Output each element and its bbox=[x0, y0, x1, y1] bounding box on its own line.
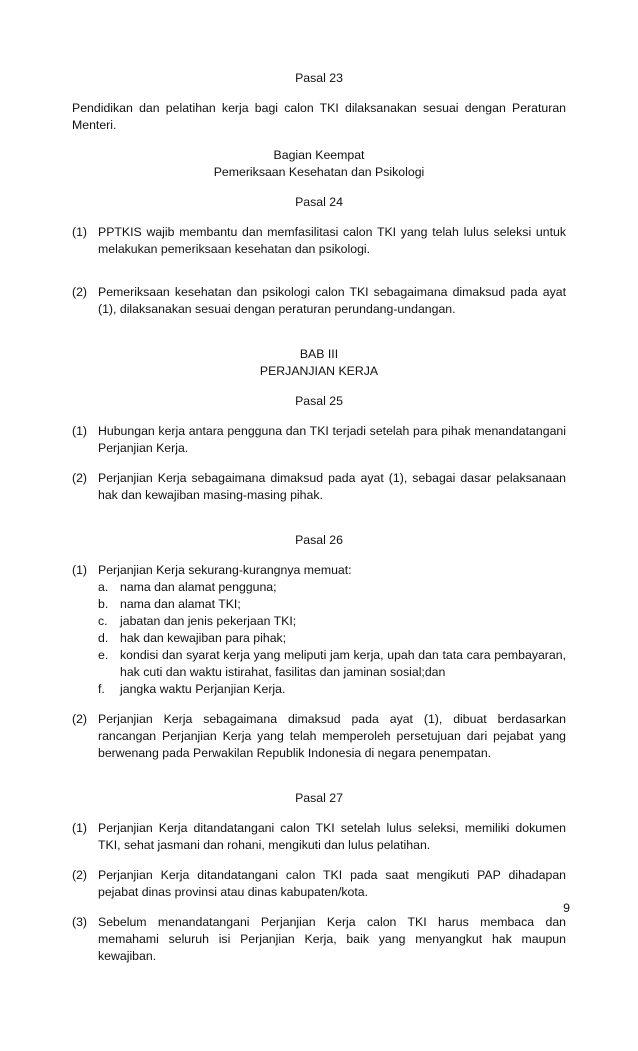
item-text: Sebelum menandatangani Perjanjian Kerja calon TKI harus membaca dan memahami seluruh isi Perjanjian Kerja, baik yang menyangkut hak maupun kewajiban. bbox=[98, 915, 566, 963]
pasal-26-heading: Pasal 26 bbox=[295, 533, 343, 547]
sub-item bbox=[98, 579, 566, 596]
pasal-23-text: Pendidikan dan pelatihan kerja bagi calon TKI dilaksanakan sesuai dengan Peraturan Menteri. bbox=[72, 101, 566, 132]
sub-item bbox=[98, 613, 566, 630]
item-number: (1) bbox=[72, 821, 88, 835]
sub-letter: f. bbox=[98, 682, 105, 696]
pasal-24-heading: Pasal 24 bbox=[295, 195, 343, 209]
item-text: PPTKIS wajib membantu dan memfasilitasi calon TKI yang telah lulus seleksi untuk melakukan pemeriksaan kesehatan dan psikologi. bbox=[98, 225, 566, 256]
sub-text: nama dan alamat TKI; bbox=[120, 597, 241, 611]
item-number: (1) bbox=[72, 225, 88, 239]
pasal-25-item bbox=[72, 470, 566, 504]
sub-item bbox=[98, 596, 566, 613]
item-text: Perjanjian Kerja ditandatangani calon TKI pada saat mengikuti PAP dihadapan pejabat dinas provinsi atau dinas kabupaten/kota. bbox=[98, 868, 566, 899]
pasal-24-item bbox=[72, 224, 566, 258]
item-text: Perjanjian Kerja sekurang-kurangnya memuat: bbox=[98, 563, 352, 577]
item-text: Perjanjian Kerja sebagaimana dimaksud pada ayat (1), dibuat berdasarkan rancangan Perjanjian Kerja yang telah memperoleh persetujuan dari pejabat yang berwenang pada Perwakilan Republik Indonesia di negara penempatan. bbox=[98, 712, 566, 760]
page-number: 9 bbox=[563, 901, 570, 915]
pasal-24-item bbox=[72, 284, 566, 318]
sub-item bbox=[98, 647, 566, 681]
item-number: (2) bbox=[72, 712, 88, 726]
item-number: (2) bbox=[72, 285, 88, 299]
bab-title: BAB III bbox=[299, 347, 339, 361]
item-text: Hubungan kerja antara pengguna dan TKI terjadi setelah para pihak menandatangani Perjanjian Kerja. bbox=[98, 424, 566, 455]
sub-item bbox=[98, 630, 566, 647]
pasal-23-heading: Pasal 23 bbox=[295, 71, 343, 85]
sub-text: nama dan alamat pengguna; bbox=[120, 580, 277, 594]
sub-text: jabatan dan jenis pekerjaan TKI; bbox=[120, 614, 297, 628]
item-number: (2) bbox=[72, 868, 88, 882]
sub-letter: c. bbox=[98, 614, 108, 628]
sub-text: hak dan kewajiban para pihak; bbox=[120, 631, 287, 645]
bagian-title: Bagian Keempat bbox=[273, 148, 365, 162]
item-number: (2) bbox=[72, 471, 88, 485]
sub-item bbox=[98, 681, 566, 698]
item-text: Perjanjian Kerja sebagaimana dimaksud pada ayat (1), sebagai dasar pelaksanaan hak dan kewajiban masing-masing pihak. bbox=[98, 471, 566, 502]
pasal-25-item bbox=[72, 423, 566, 457]
pasal-26-item bbox=[72, 711, 566, 762]
item-text: Pemeriksaan kesehatan dan psikologi calon TKI sebagaimana dimaksud pada ayat (1), dilaksanakan sesuai dengan peraturan perundang-undangan. bbox=[98, 285, 566, 316]
sub-letter: a. bbox=[98, 580, 109, 594]
item-number: (1) bbox=[72, 563, 88, 577]
sub-text: jangka waktu Perjanjian Kerja. bbox=[120, 682, 286, 696]
item-text: Perjanjian Kerja ditandatangani calon TKI setelah lulus seleksi, memiliki dokumen TKI, sehat jasmani dan rohani, mengikuti dan lulus pelatihan. bbox=[98, 821, 566, 852]
bab-subtitle: PERJANJIAN KERJA bbox=[259, 364, 379, 378]
pasal-26-item bbox=[72, 562, 566, 698]
page-content bbox=[72, 70, 566, 965]
sub-letter: b. bbox=[98, 597, 109, 611]
pasal-27-heading: Pasal 27 bbox=[295, 791, 343, 805]
sub-letter: e. bbox=[98, 648, 109, 662]
sub-letter: d. bbox=[98, 631, 109, 645]
sub-text: kondisi dan syarat kerja yang meliputi jam kerja, upah dan tata cara pembayaran, hak cuti dan waktu istirahat, fasilitas dan jaminan sosial;dan bbox=[120, 648, 566, 679]
pasal-25-heading: Pasal 25 bbox=[295, 394, 343, 408]
bagian-subtitle: Pemeriksaan Kesehatan dan Psikologi bbox=[213, 165, 425, 179]
pasal-27-item bbox=[72, 867, 566, 901]
item-number: (3) bbox=[72, 915, 88, 929]
pasal-27-item bbox=[72, 914, 566, 965]
item-body bbox=[98, 562, 566, 698]
pasal-27-item bbox=[72, 820, 566, 854]
item-number: (1) bbox=[72, 424, 88, 438]
